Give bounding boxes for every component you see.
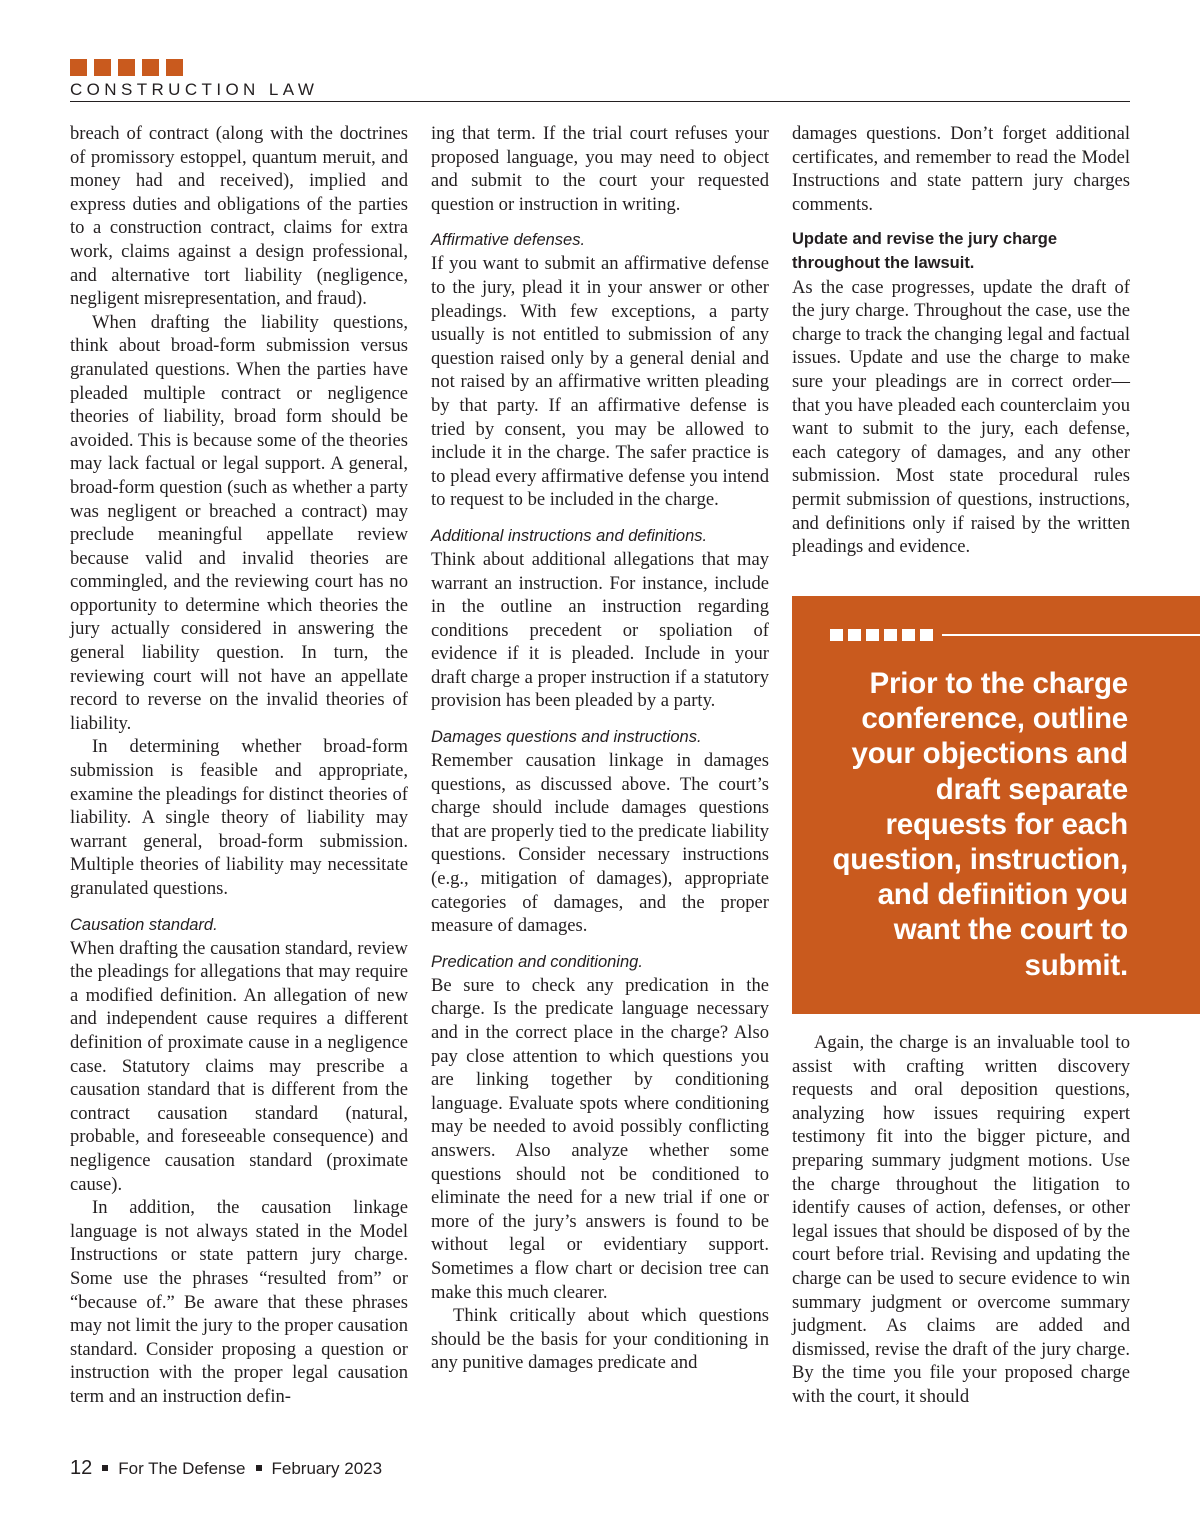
- subheading-predication: Predication and conditioning.: [431, 952, 643, 971]
- header-rule: [70, 101, 1130, 102]
- footer-separator: [102, 1465, 108, 1471]
- pull-quote: [792, 596, 1200, 1014]
- column-3: [792, 122, 1130, 559]
- pull-quote-square: [884, 629, 897, 641]
- page-number: 12: [70, 1457, 93, 1479]
- column-2: [431, 122, 769, 1375]
- paragraph: damages questions. Don’t forget additional certificates, and remember to read the Model Instructions and state pattern jury charges comments.: [792, 123, 1130, 215]
- subheading-damages: Damages questions and instructions.: [431, 728, 702, 747]
- paragraph: breach of contract (along with the doctrines of promissory estoppel, quantum meruit, and money had and received), implied and express duties and obligations of the parties to a construction contract, claims for extra work, claims against a design professional, and alternative tort liability (negligence, negligent misrepresentation, and fraud).: [70, 123, 408, 310]
- paragraph: If you want to submit an affirmative defense to the jury, plead it in your answer or other pleadings. With few exceptions, a party usually is not entitled to submission of any question raised only by a general denial and not raised by an affirmative written pleading by that party. If an affirmative defense is tried by consent, you may be allowed to include it in the charge. The safer practice is to plead every affirmative defense you intend to request to be included in the charge.: [431, 253, 769, 511]
- subheading-update-charge: Update and revise the jury charge throughout the lawsuit.: [792, 230, 1058, 272]
- header-square: [118, 59, 135, 76]
- paragraph: Be sure to check any predication in the charge. Is the predicate language necessary and in the correct place in the charge? Also pay close attention to which questions you are linking together by conditioning language. Evaluate spots where conditioning may be needed to avoid possibly conflicting answers. Also analyze whether some questions should not be conditioned to eliminate the need for a new trial if one or more of the jury’s answers is found to be without legal or evidentiary support. Sometimes a flow chart or decision tree can make this much clearer.: [431, 974, 769, 1303]
- footer-separator: [256, 1465, 262, 1471]
- header-square: [166, 59, 183, 76]
- pull-quote-square: [866, 629, 879, 641]
- subheading-causation: Causation standard.: [70, 915, 218, 934]
- pull-quote-square: [902, 629, 915, 641]
- column-3-continued: [792, 1031, 1130, 1409]
- header-square: [94, 59, 111, 76]
- paragraph: In determining whether broad-form submission is feasible and appropriate, examine the pleadings for distinct theories of liability. A single theory of liability may warrant general, broad-form submission. Multiple theories of liability may necessitate granulated questions.: [70, 736, 408, 899]
- pull-quote-square: [848, 629, 861, 641]
- pull-quote-rule: [942, 634, 1200, 636]
- section-label: CONSTRUCTION LAW: [70, 80, 319, 99]
- issue-date: February 2023: [271, 1459, 383, 1478]
- pull-quote-square: [920, 629, 933, 641]
- paragraph: When drafting the causation standard, review the pleadings for allegations that may require a modified definition. An allegation of new and independent cause requires a different definition of proximate cause in a negligence case. Statutory claims may prescribe a causation standard that is different from the contract causation standard (natural, probable, and foreseeable consequence) and negligence causation standard (proximate cause).: [70, 937, 408, 1195]
- page-footer: [70, 1457, 382, 1480]
- publication-name: For The Defense: [118, 1459, 246, 1478]
- paragraph: Think critically about which questions should be the basis for your conditioning in any punitive damages predicate and: [431, 1305, 769, 1374]
- header-square: [70, 59, 87, 76]
- paragraph: As the case progresses, update the draft of the jury charge. Throughout the case, use the charge to track the changing legal and factual issues. Update and use the charge to make sure your pleadings are in correct order—that you have pleaded each counterclaim you want to submit to the jury, each defense, each category of damages, and any other submission. Most state procedural rules permit submission of questions, instructions, and definitions only if raised by the written pleadings and evidence.: [792, 276, 1130, 558]
- paragraph: Think about additional allegations that may warrant an instruction. For instance, include in the outline an instruction regarding conditions precedent or spoliation of evidence if it is pleaded. Include in your draft charge a proper instruction if a statutory provision has been pleaded by a party.: [431, 548, 769, 712]
- pull-quote-text: Prior to the charge conference, outline your objections and draft separate requests for each question, instruction, and definition you want the court to submit.: [832, 667, 1128, 982]
- paragraph: When drafting the liability questions, think about broad-form submission versus granulated questions. When the parties have pleaded multiple contract or negligence theories of liability, broad form should be avoided. This is because some of the theories may lack factual or legal support. A general, broad-form question (such as whether a party was negligent or breached a contract) may preclude meaningful appellate review because valid and invalid theories are commingled, and the reviewing court has no opportunity to determine which theories the jury actually considered in answering the general liability question. In turn, the reviewing court will not have an appellate record to reverse on the invalid theories of liability.: [70, 311, 408, 734]
- paragraph: Remember causation linkage in damages questions, as discussed above. The court’s charge should include damages questions that are properly tied to the predicate liability questions. Consider necessary instructions (e.g., mitigation of damages), appropriate categories of damages, and the proper measure of damages.: [431, 750, 769, 937]
- paragraph: In addition, the causation linkage language is not always stated in the Model Instructions or state pattern jury charge. Some use the phrases “resulted from” or “because of.” Be aware that these phrases may not limit the jury to the proper causation standard. Consider proposing a question or instruction with the proper legal causation term and an instruction defin-: [70, 1197, 408, 1407]
- pull-quote-square: [830, 629, 843, 641]
- header-square: [142, 59, 159, 76]
- pull-quote-squares: [830, 629, 938, 641]
- column-1: [70, 122, 408, 1408]
- paragraph: Again, the charge is an invaluable tool to assist with crafting written discovery requests and oral deposition questions, analyzing how issues requiring expert testimony fit into the bigger picture, and preparing summary judgment motions. Use the charge throughout the litigation to identify causes of action, defenses, or other legal issues that should be disposed of by the court before trial. Revising and updating the charge can be used to secure evidence to win summary judgment or overcome summary judgment. As claims are added and dismissed, revise the draft of the jury charge. By the time you file your proposed charge with the court, it should: [792, 1032, 1130, 1407]
- subheading-affirmative-defenses: Affirmative defenses.: [431, 231, 586, 250]
- subheading-additional-instructions: Additional instructions and definitions.: [431, 526, 708, 545]
- paragraph: ing that term. If the trial court refuses your proposed language, you may need to object and submit to the court your requested question or instruction in writing.: [431, 123, 769, 215]
- header-squares: [70, 59, 190, 76]
